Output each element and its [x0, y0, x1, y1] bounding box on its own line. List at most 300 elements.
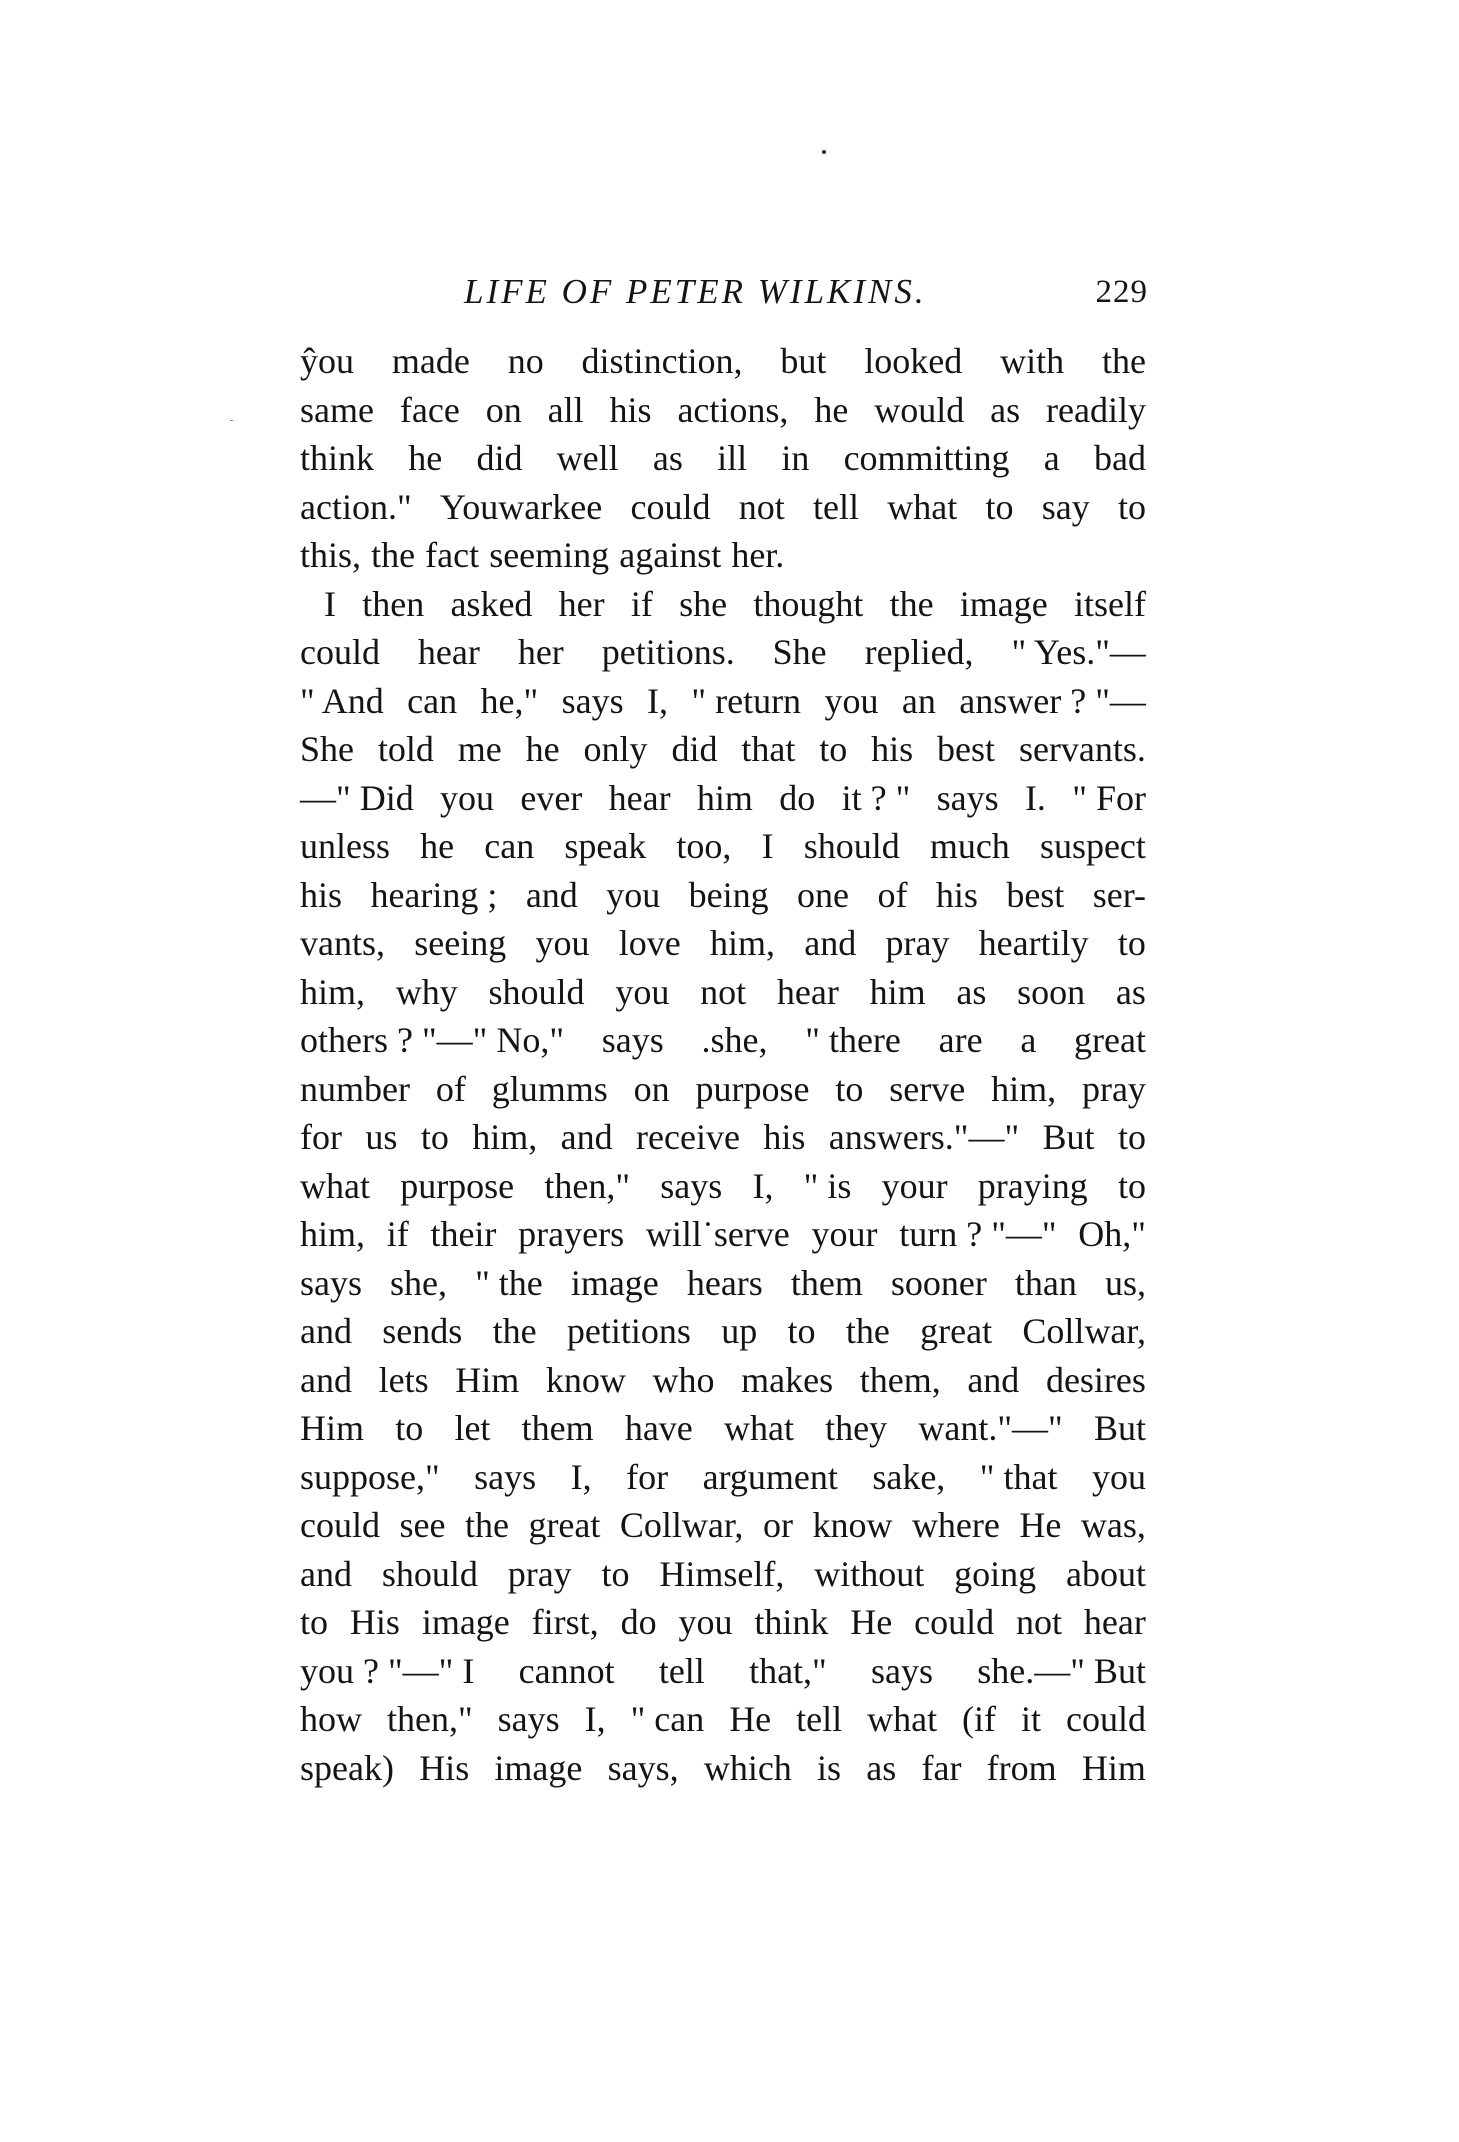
word: says	[871, 1650, 933, 1691]
word: a	[1020, 1020, 1037, 1060]
word: love	[618, 923, 681, 963]
word: would	[874, 389, 965, 430]
word: say	[1041, 486, 1090, 527]
word: think	[754, 1602, 829, 1642]
word: Him	[1081, 1747, 1146, 1788]
word: too,	[676, 826, 732, 866]
word: vants,	[300, 923, 385, 963]
word: to	[300, 1602, 329, 1642]
word: .she,	[701, 1020, 768, 1060]
running-head	[300, 262, 1150, 322]
text-line	[300, 1695, 1146, 1744]
word: a	[1043, 438, 1060, 478]
word: tell	[658, 1650, 705, 1691]
word: his	[871, 729, 914, 769]
word: her	[558, 583, 605, 624]
word: seeing	[414, 923, 507, 963]
word: ser-	[1092, 874, 1146, 915]
word: one	[797, 874, 850, 915]
word: desires	[1045, 1359, 1146, 1400]
word: all	[547, 389, 584, 430]
word: bad	[1093, 438, 1146, 478]
word: only	[583, 729, 648, 769]
word: without	[814, 1553, 925, 1594]
word: and	[560, 1117, 613, 1157]
word: you	[1091, 1456, 1146, 1497]
word: you	[824, 680, 879, 721]
word: us	[365, 1117, 398, 1157]
word: She	[772, 632, 827, 672]
word: seeming	[489, 535, 610, 575]
word: and	[525, 874, 578, 915]
word: Collwar,	[1022, 1311, 1146, 1351]
word: in	[781, 438, 810, 478]
word: he	[408, 438, 443, 478]
word: to	[1117, 486, 1146, 527]
text-line	[300, 1016, 1146, 1065]
word: receive	[636, 1117, 740, 1157]
word: he	[525, 729, 560, 769]
word: you	[535, 923, 590, 963]
word: But	[1093, 1408, 1146, 1448]
word: His	[349, 1602, 400, 1642]
word: as	[652, 438, 683, 478]
word: your	[881, 1165, 948, 1206]
word: sends	[382, 1311, 463, 1351]
word: ever	[520, 777, 583, 818]
word: the	[492, 1311, 537, 1351]
word: to	[1117, 923, 1146, 963]
word: actions,	[677, 389, 789, 430]
word: being	[688, 874, 769, 915]
word: what	[867, 1699, 938, 1739]
word: to	[835, 1068, 864, 1109]
word: not	[738, 486, 785, 527]
text-line	[300, 1744, 1146, 1793]
word: do	[620, 1602, 657, 1642]
word: you	[606, 874, 661, 915]
word: heartily	[978, 923, 1089, 963]
word: prayers	[518, 1214, 625, 1254]
word: could	[630, 486, 711, 527]
word: your	[811, 1214, 878, 1254]
word: then	[362, 583, 425, 624]
word: distinction,	[581, 341, 743, 381]
word: of	[877, 874, 908, 915]
text-line	[300, 483, 1146, 532]
word: " return	[691, 680, 802, 721]
text-line	[300, 531, 1146, 580]
word: says	[660, 1165, 723, 1206]
word: " that	[979, 1456, 1058, 1497]
text-line	[300, 1356, 1146, 1405]
word: number	[300, 1068, 410, 1109]
word: if	[630, 583, 653, 624]
word: " is	[803, 1165, 852, 1206]
word: have	[624, 1408, 693, 1448]
text-line	[300, 628, 1146, 677]
word: suspect	[1039, 826, 1146, 866]
word: that,"	[749, 1650, 827, 1691]
word: hear	[417, 632, 480, 672]
word: action."	[300, 486, 412, 527]
text-line	[300, 434, 1146, 483]
word: Youwarkee	[439, 486, 603, 527]
word: I.	[1024, 777, 1046, 818]
text-line	[300, 1501, 1146, 1550]
word: his	[300, 874, 343, 915]
word: I	[761, 826, 774, 866]
word: no	[507, 341, 544, 381]
word: to	[420, 1117, 449, 1157]
word: speak)	[300, 1747, 394, 1788]
text-line	[300, 1259, 1146, 1308]
word: on	[485, 389, 522, 430]
word: for	[300, 1117, 342, 1157]
word: she	[679, 583, 728, 624]
text-line	[300, 1647, 1146, 1696]
word: Him	[300, 1408, 365, 1448]
word: are	[938, 1020, 983, 1060]
word: fact	[425, 535, 480, 575]
running-head-title: LIFE OF PETER WILKINS.	[464, 272, 927, 311]
word: but	[780, 341, 827, 381]
word: " can	[630, 1699, 705, 1739]
word: want."—"	[918, 1408, 1063, 1448]
word: see	[399, 1505, 446, 1545]
word: to	[1117, 1117, 1146, 1157]
word: them,	[859, 1359, 941, 1400]
text-line	[300, 337, 1146, 386]
word: lets	[378, 1359, 429, 1400]
word: should	[488, 971, 585, 1012]
word: the	[845, 1311, 890, 1351]
word: " there	[805, 1020, 901, 1060]
word: what	[887, 486, 958, 527]
word: answer ? "—	[959, 680, 1146, 721]
word: let	[454, 1408, 491, 1448]
word: ŷou	[300, 341, 354, 381]
word: others ? "—" No,"	[300, 1020, 565, 1060]
word: " For	[1072, 777, 1146, 818]
word: —" Did	[300, 777, 414, 818]
word: best	[937, 729, 996, 769]
word: should	[381, 1553, 478, 1594]
text-line	[300, 1065, 1146, 1114]
word: she,	[390, 1262, 448, 1303]
word: him,	[472, 1117, 538, 1157]
word: She	[300, 729, 354, 769]
word: the	[889, 583, 934, 624]
word: their	[430, 1214, 497, 1254]
text-line	[300, 1550, 1146, 1599]
word: to	[787, 1311, 816, 1351]
word: " And	[300, 680, 384, 721]
word: know	[812, 1505, 893, 1545]
word: He	[729, 1699, 772, 1739]
word: where	[911, 1505, 1000, 1545]
word: could	[914, 1602, 995, 1642]
word: they	[825, 1408, 888, 1448]
word: His	[419, 1747, 470, 1788]
word: glumms	[491, 1068, 608, 1109]
text-line	[300, 386, 1146, 435]
text-line	[300, 822, 1146, 871]
word: cannot	[518, 1650, 615, 1691]
word: if	[386, 1214, 409, 1254]
word: itself	[1074, 583, 1146, 624]
word: his	[935, 874, 978, 915]
word: " Yes."—	[1011, 632, 1146, 672]
word: not	[1016, 1602, 1063, 1642]
word: is	[817, 1747, 842, 1788]
word: to	[819, 729, 848, 769]
word: thought	[753, 583, 864, 624]
word: it	[1021, 1699, 1042, 1739]
word: will˙serve	[645, 1214, 790, 1254]
page-number: 229	[1095, 274, 1148, 310]
word: can	[484, 826, 535, 866]
word: committing	[843, 438, 1010, 478]
word: the	[464, 1505, 509, 1545]
word: that	[741, 729, 796, 769]
word: hear	[608, 777, 671, 818]
word: I,	[752, 1165, 774, 1206]
word: great	[920, 1311, 993, 1351]
word: an	[901, 680, 936, 721]
word: and	[300, 1553, 352, 1594]
word: same	[300, 389, 374, 430]
word: says	[497, 1699, 560, 1739]
text-line	[300, 725, 1146, 774]
word: says	[936, 777, 999, 818]
word: should	[803, 826, 900, 866]
word: could	[1065, 1699, 1146, 1739]
word: as	[1115, 971, 1146, 1012]
word: turn ? "—"	[899, 1214, 1057, 1254]
body-text	[300, 337, 1146, 1792]
word: argument	[702, 1456, 838, 1497]
word: what	[723, 1408, 794, 1448]
word: pray	[507, 1553, 572, 1594]
word: Collwar,	[619, 1505, 744, 1545]
text-line	[300, 1162, 1146, 1211]
text-line	[300, 1210, 1146, 1259]
word: him	[696, 777, 753, 818]
word: I,	[647, 680, 668, 721]
word: to	[985, 486, 1014, 527]
word: great	[528, 1505, 601, 1545]
word: can	[407, 680, 458, 721]
word: him,	[709, 923, 775, 963]
word: and	[300, 1359, 352, 1400]
word: replied,	[864, 632, 974, 672]
word: up	[721, 1311, 758, 1351]
word: me	[457, 729, 502, 769]
word: hearing ;	[370, 874, 498, 915]
word: looked	[864, 341, 963, 381]
word: image	[959, 583, 1048, 624]
word: going	[954, 1553, 1037, 1594]
word: and	[300, 1311, 352, 1351]
word: him	[869, 971, 926, 1012]
word: know	[545, 1359, 626, 1400]
word: than	[1014, 1262, 1077, 1303]
word: him,	[300, 1214, 366, 1254]
word: far	[921, 1747, 962, 1788]
word: as	[990, 389, 1021, 430]
word: But	[1042, 1117, 1095, 1157]
word: to	[395, 1408, 424, 1448]
word: and	[804, 923, 857, 963]
word: then,"	[544, 1165, 631, 1206]
text-line	[300, 968, 1146, 1017]
word: ill	[717, 438, 748, 478]
word: speak	[564, 826, 647, 866]
word: them	[521, 1408, 594, 1448]
word: to	[601, 1553, 630, 1594]
word: could	[300, 1505, 380, 1545]
word: image	[421, 1602, 510, 1642]
word: with	[1000, 341, 1065, 381]
word: him,	[991, 1068, 1057, 1109]
word: praying	[977, 1165, 1088, 1206]
word: could	[300, 632, 380, 672]
word: about	[1066, 1553, 1146, 1594]
word: unless	[300, 826, 390, 866]
word: he,"	[480, 680, 539, 721]
word: soon	[1017, 971, 1086, 1012]
word: pray	[1081, 1068, 1146, 1109]
text-line	[300, 919, 1146, 968]
word: says	[561, 680, 624, 721]
word: did	[476, 438, 523, 478]
word: he	[420, 826, 455, 866]
word: do	[779, 777, 816, 818]
word: this,	[300, 535, 362, 575]
word: says	[474, 1456, 537, 1497]
word: his	[609, 389, 652, 430]
text-line	[300, 677, 1146, 726]
word: hear	[776, 971, 839, 1012]
word: Him	[455, 1359, 520, 1400]
word: did	[671, 729, 718, 769]
word: He	[1019, 1505, 1062, 1545]
word: answers."—"	[828, 1117, 1020, 1157]
word: readily	[1046, 389, 1146, 430]
word: petitions.	[601, 632, 735, 672]
word: says	[601, 1020, 664, 1060]
word: she.—" But	[977, 1650, 1146, 1691]
word: against	[619, 535, 722, 575]
word: who	[652, 1359, 715, 1400]
word: sooner	[890, 1262, 987, 1303]
word: of	[435, 1068, 466, 1109]
word: you	[615, 971, 670, 1012]
word: pray	[885, 923, 950, 963]
text-line	[300, 580, 1146, 629]
margin-mark	[230, 420, 233, 421]
text-line	[300, 1404, 1146, 1453]
text-line	[300, 1113, 1146, 1162]
word: you	[440, 777, 495, 818]
word: the	[1102, 341, 1146, 381]
word: I	[324, 583, 336, 624]
word: you ? "—" I	[300, 1650, 475, 1691]
word: how	[300, 1699, 362, 1739]
word: hears	[686, 1262, 763, 1303]
word: says,	[607, 1747, 679, 1788]
word: which	[703, 1747, 792, 1788]
word: suppose,"	[300, 1456, 440, 1497]
word: well	[556, 438, 619, 478]
text-line	[300, 1598, 1146, 1647]
word: purpose	[695, 1068, 810, 1109]
word: I,	[570, 1456, 592, 1497]
word: much	[929, 826, 1010, 866]
word: his	[763, 1117, 806, 1157]
word: petitions	[566, 1311, 691, 1351]
word: image	[570, 1262, 659, 1303]
text-line	[300, 871, 1146, 920]
word: makes	[741, 1359, 834, 1400]
word: asked	[450, 583, 533, 624]
word: why	[395, 971, 458, 1012]
text-line	[300, 1307, 1146, 1356]
word: as	[866, 1747, 897, 1788]
text-line	[300, 774, 1146, 823]
word: I,	[584, 1699, 606, 1739]
word: it ? "	[841, 777, 911, 818]
word: serve	[889, 1068, 966, 1109]
word: her.	[731, 535, 785, 575]
word: as	[956, 971, 987, 1012]
word: was,	[1080, 1505, 1146, 1545]
word: purpose	[400, 1165, 515, 1206]
word: first,	[531, 1602, 599, 1642]
word: and	[967, 1359, 1020, 1400]
word: not	[700, 971, 747, 1012]
word: us,	[1104, 1262, 1146, 1303]
word: says	[300, 1262, 362, 1303]
word: " the	[475, 1262, 543, 1303]
text-line	[300, 1453, 1146, 1502]
word: He	[850, 1602, 893, 1642]
word: great	[1074, 1020, 1146, 1060]
word: on	[633, 1068, 670, 1109]
word: told	[377, 729, 434, 769]
word: her	[517, 632, 564, 672]
word: tell	[812, 486, 859, 527]
word: you	[678, 1602, 733, 1642]
word: made	[391, 341, 470, 381]
word: (if	[962, 1699, 997, 1739]
word: from	[986, 1747, 1057, 1788]
word: Oh,"	[1078, 1214, 1146, 1254]
word: for	[626, 1456, 669, 1497]
word: image	[494, 1747, 583, 1788]
word: sake,	[872, 1456, 946, 1497]
word: them	[790, 1262, 863, 1303]
word: him,	[300, 971, 366, 1012]
word: the	[371, 535, 416, 575]
word: servants.	[1018, 729, 1146, 769]
word: hear	[1083, 1602, 1146, 1642]
word: face	[399, 389, 460, 430]
word: best	[1006, 874, 1065, 915]
ink-speck	[822, 150, 826, 154]
word: what	[300, 1165, 370, 1206]
